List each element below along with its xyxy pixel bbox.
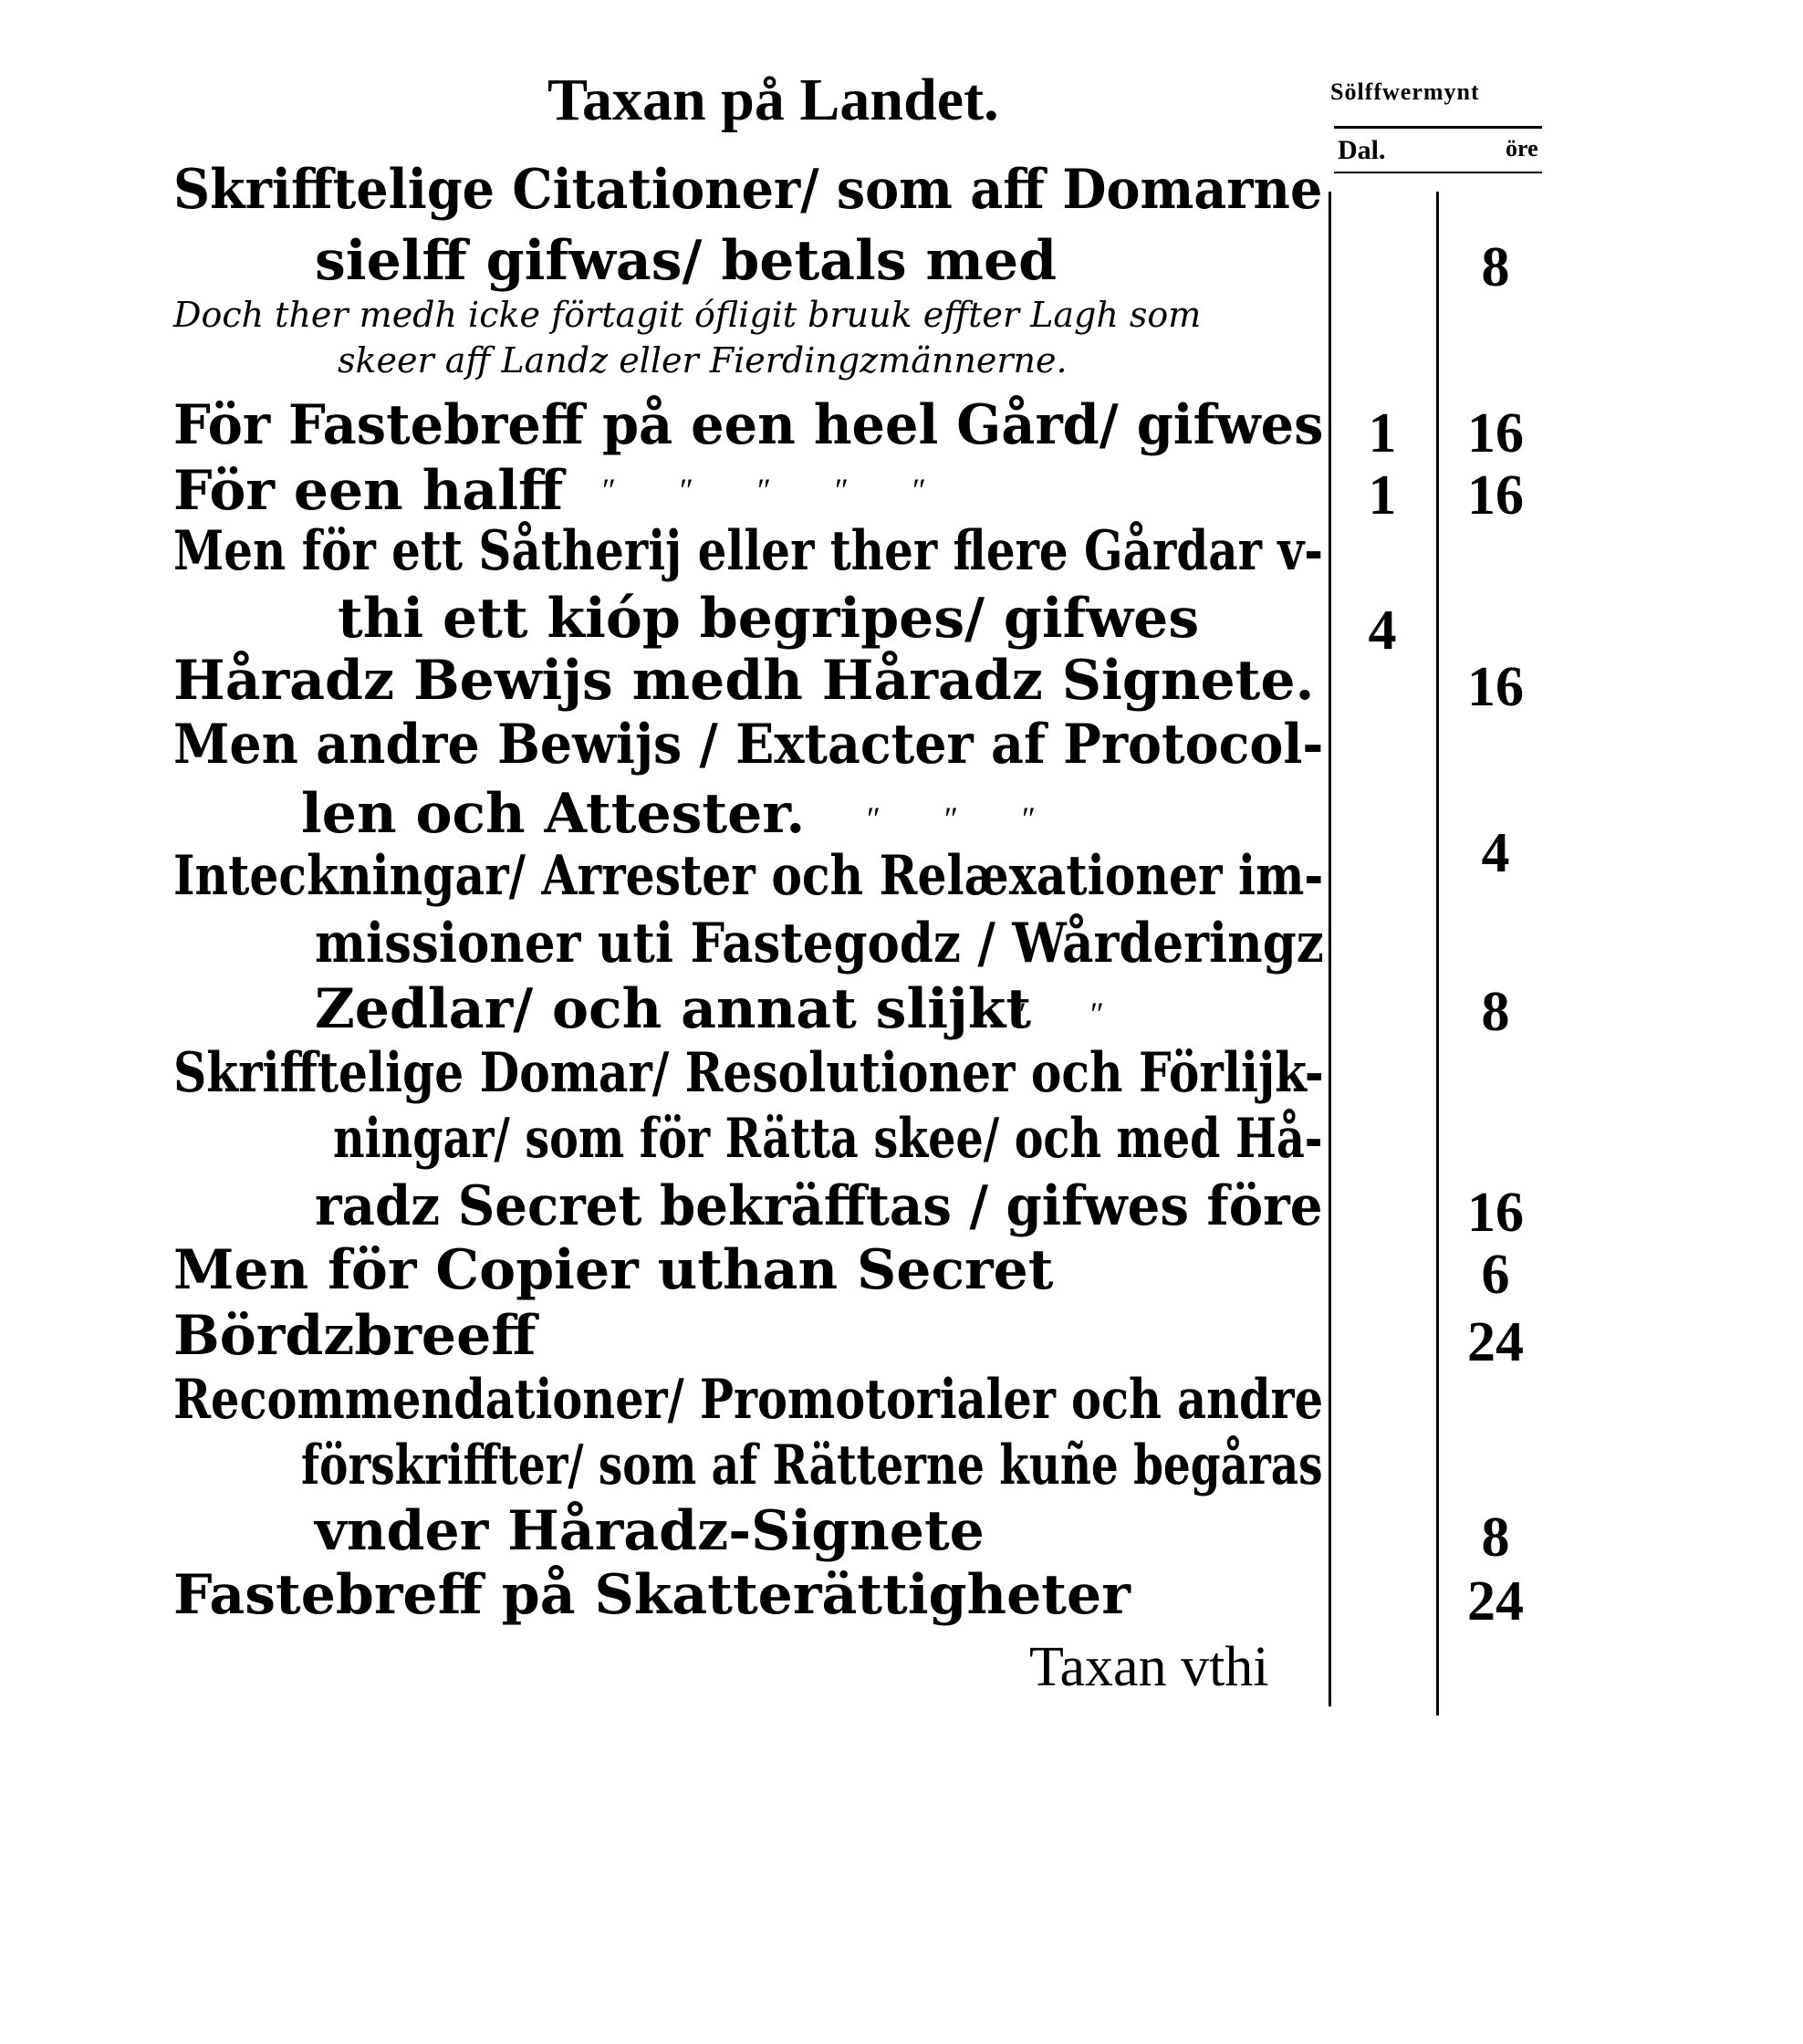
ore-value: 8 <box>1481 236 1510 298</box>
text-line: För Fastebreff på een heel Gård/ gifwes <box>173 393 1324 457</box>
ore-value: 4 <box>1481 822 1510 884</box>
text-line: Bördzbreeff <box>173 1304 537 1368</box>
ore-value: 16 <box>1467 464 1524 527</box>
text-line: Inteckningar/ Arrester och Relæxationer im- <box>173 844 1324 908</box>
text-line: Skrifftelige Domar/ Resolutioner och Förlijk- <box>173 1041 1324 1105</box>
ditto-marks: ″″ <box>1013 996 1168 1032</box>
text-line: sielff gifwas/ betals med <box>315 229 1058 293</box>
ore-value: 16 <box>1467 1182 1524 1244</box>
column-divider-right <box>1436 192 1439 1716</box>
currency-column-heading: Sölffwermynt <box>1330 78 1480 105</box>
ore-column-heading: öre <box>1506 135 1538 162</box>
text-line: För een halff <box>173 459 564 523</box>
ore-value: 24 <box>1467 1311 1524 1373</box>
text-line: Men för Copier uthan Secret <box>173 1238 1054 1302</box>
text-line: Skrifftelige Citationer/ som aff Domarne <box>173 158 1323 222</box>
text-line: radz Secret bekräfftas / gifwes före <box>315 1174 1323 1238</box>
daler-value: 1 <box>1368 464 1397 527</box>
text-line: förskriffter/ som af Rätterne kuñe begåras <box>301 1434 1323 1497</box>
text-line: vnder Håradz-Signete <box>315 1499 985 1563</box>
ore-value: 6 <box>1481 1244 1510 1306</box>
ditto-marks: ″″″ <box>867 800 1100 837</box>
text-line: Fastebreff på Skatterättigheter <box>173 1563 1131 1627</box>
ditto-marks: ″″″″″ <box>602 472 990 508</box>
page-title: Taxan på Landet. <box>547 67 999 133</box>
text-line: len och Attester. <box>301 782 806 846</box>
text-line: missioner uti Fastegodz / Wårderingz <box>315 912 1324 975</box>
text-line: thi ett kióp begripes/ gifwes <box>338 587 1200 651</box>
text-line: Doch ther medh icke förtagit ófligit bruuk effter Lagh som <box>173 295 1202 335</box>
text-line: Zedlar/ och annat slijkt <box>315 977 1032 1041</box>
catchword: Taxan vthi <box>1029 1636 1269 1698</box>
ore-value: 8 <box>1481 981 1510 1043</box>
daler-value: 1 <box>1368 402 1397 464</box>
subheading-rule <box>1334 172 1542 173</box>
ore-value: 16 <box>1467 402 1524 464</box>
text-line: Håradz Bewijs medh Håradz Signete. <box>173 649 1315 713</box>
ore-value: 16 <box>1467 656 1524 718</box>
daler-column-heading: Dal. <box>1338 135 1386 165</box>
text-line: skeer aff Landz eller Fierdingzmännerne. <box>338 340 1068 381</box>
text-line: Men andre Bewijs / Extacter af Protocol- <box>173 713 1324 777</box>
text-line: Recommendationer/ Promotorialer och andre <box>173 1368 1323 1432</box>
heading-rule <box>1334 126 1542 129</box>
text-line: Men för ett Såtherij eller ther flere Gårdar v- <box>173 519 1323 583</box>
ore-value: 24 <box>1467 1570 1524 1632</box>
daler-value: 4 <box>1368 600 1397 662</box>
text-line: ningar/ som för Rätta skee/ och med Hå- <box>333 1107 1323 1171</box>
column-divider-left <box>1329 192 1331 1706</box>
ore-value: 8 <box>1481 1507 1510 1569</box>
